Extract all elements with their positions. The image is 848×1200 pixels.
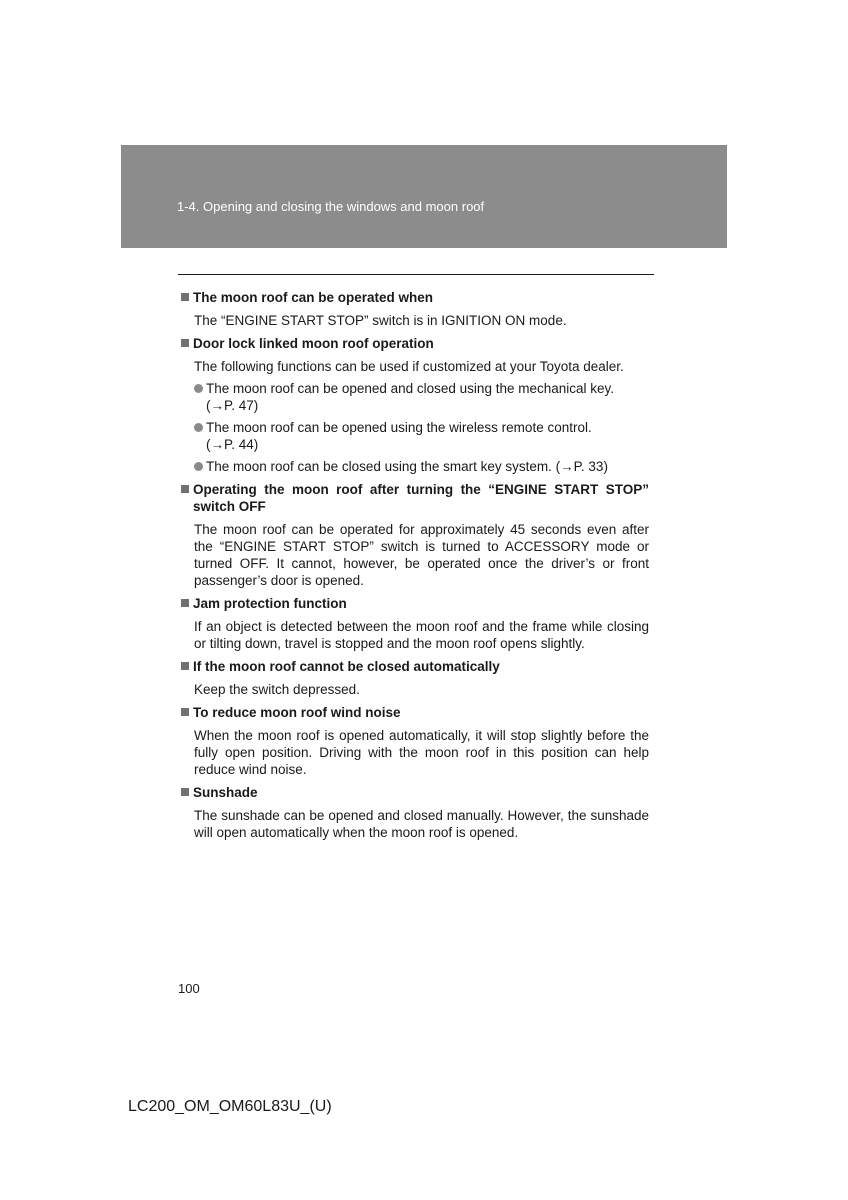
square-bullet-icon (181, 788, 189, 796)
header-band (121, 145, 727, 248)
document-code: LC200_OM_OM60L83U_(U) (128, 1098, 332, 1115)
section-after-off (181, 481, 649, 589)
section-heading: Door lock linked moon roof operation (181, 335, 649, 352)
section-door-lock (181, 335, 649, 475)
section-heading: Operating the moon roof after turning the “ENGINE START STOP” switch OFF (181, 481, 649, 515)
section-heading: Sunshade (181, 784, 649, 801)
section-body: The following functions can be used if customized at your Toyota dealer. (194, 359, 624, 374)
section-body: When the moon roof is opened automatically, it will stop slightly before the fully open position. Driving with the moon roof in this position can help reduce wind noise. (194, 728, 649, 777)
list-item: The moon roof can be opened and closed using the mechanical key. (→P. 47) (181, 380, 649, 414)
circle-bullet-icon (194, 462, 203, 471)
chapter-title: 1-4. Opening and closing the windows and moon roof (177, 199, 485, 214)
list-item: The moon roof can be opened using the wireless remote control. (→P. 44) (181, 419, 649, 453)
page-reference: (→P. 47) (206, 398, 259, 413)
square-bullet-icon (181, 599, 189, 607)
section-body: Keep the switch depressed. (194, 682, 360, 697)
page-number: 100 (178, 981, 200, 996)
section-heading: The moon roof can be operated when (181, 289, 649, 306)
section-cannot-close (181, 658, 649, 698)
list-item: The moon roof can be closed using the smart key system. (→P. 33) (181, 458, 649, 475)
header-rule (178, 274, 654, 275)
section-heading: To reduce moon roof wind noise (181, 704, 649, 721)
square-bullet-icon (181, 339, 189, 347)
circle-bullet-icon (194, 384, 203, 393)
square-bullet-icon (181, 293, 189, 301)
section-jam-protection (181, 595, 649, 652)
section-wind-noise (181, 704, 649, 778)
section-body: The “ENGINE START STOP” switch is in IGNITION ON mode. (194, 313, 567, 328)
square-bullet-icon (181, 485, 189, 493)
section-heading: Jam protection function (181, 595, 649, 612)
page-reference: (→P. 44) (206, 437, 259, 452)
section-sunshade (181, 784, 649, 841)
section-body: The moon roof can be operated for approximately 45 seconds even after the “ENGINE START STOP” switch is turned to ACCESSORY mode or turned OFF. It cannot, however, be operated once the driver’s or front passenger’s door is opened. (194, 522, 649, 588)
circle-bullet-icon (194, 423, 203, 432)
square-bullet-icon (181, 662, 189, 670)
section-operated-when (181, 289, 649, 329)
section-body: If an object is detected between the moon roof and the frame while closing or tilting down, travel is stopped and the moon roof opens slightly. (194, 619, 649, 651)
section-heading: If the moon roof cannot be closed automatically (181, 658, 649, 675)
square-bullet-icon (181, 708, 189, 716)
page-content (181, 289, 649, 847)
section-body: The sunshade can be opened and closed manually. However, the sunshade will open automatically when the moon roof is opened. (194, 808, 649, 840)
